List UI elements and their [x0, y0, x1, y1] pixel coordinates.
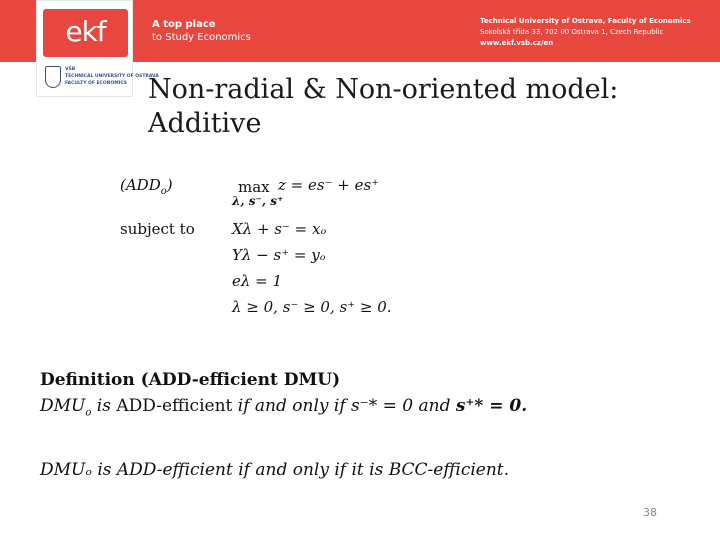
- page-number: 38: [643, 506, 657, 519]
- theorem-statement: DMUₒ is ADD-efficient if and only if it is BCC-efficient.: [40, 460, 510, 480]
- model-name: $(ADD_o)$: [120, 176, 173, 197]
- constraint-nonnegativity: λ ≥ 0, s⁻ ≥ 0, s⁺ ≥ 0.: [232, 298, 392, 316]
- ekf-logo-text: ekf: [65, 15, 106, 48]
- constraint-output: Yλ − s⁺ = yₒ: [232, 246, 326, 264]
- crest-caption-line1: VŠB: [65, 67, 76, 72]
- tagline-line1: A top place: [152, 19, 216, 30]
- definition-title: Definition (ADD-efficient DMU): [40, 370, 341, 390]
- tagline: [152, 18, 251, 44]
- university-crest-logo: [43, 63, 159, 93]
- university-name: Technical University of Ostrava, Faculty of Economics: [480, 17, 691, 25]
- constraint-convexity: eλ = 1: [232, 272, 283, 290]
- slide-title-line2: Additive: [148, 108, 262, 139]
- subject-to-label: subject to: [120, 220, 195, 238]
- ekf-logo: [43, 9, 128, 57]
- slide-title: [148, 73, 618, 141]
- university-address: Sokolská třída 33, 702 00 Ostrava 1, Czech Republic: [480, 28, 664, 36]
- constraint-input: Xλ + s⁻ = xₒ: [232, 220, 327, 238]
- crest-caption-line3: FACULTY OF ECONOMICS: [65, 81, 128, 86]
- university-info: [480, 16, 691, 49]
- logo-box: [36, 0, 159, 97]
- university-url: www.ekf.vsb.cz/en: [480, 39, 554, 47]
- definition-block: [40, 368, 630, 428]
- crest-icon: [45, 66, 61, 88]
- definition-body: $DMU_o$ is ADD-efficient if and only if s⁻* = 0 and s⁺* = 0.: [40, 396, 528, 419]
- tagline-line2: to Study Economics: [152, 32, 251, 43]
- slide-title-line1: Non-radial & Non-oriented model:: [148, 74, 619, 105]
- crest-caption-line2: TECHNICAL UNIVERSITY OF OSTRAVA: [65, 74, 159, 79]
- max-variables: λ, s⁻, s⁺: [232, 194, 284, 208]
- max-label: max: [238, 178, 270, 196]
- additive-model-formulation: [120, 176, 480, 326]
- objective-function: z = es⁻ + es⁺: [278, 176, 380, 194]
